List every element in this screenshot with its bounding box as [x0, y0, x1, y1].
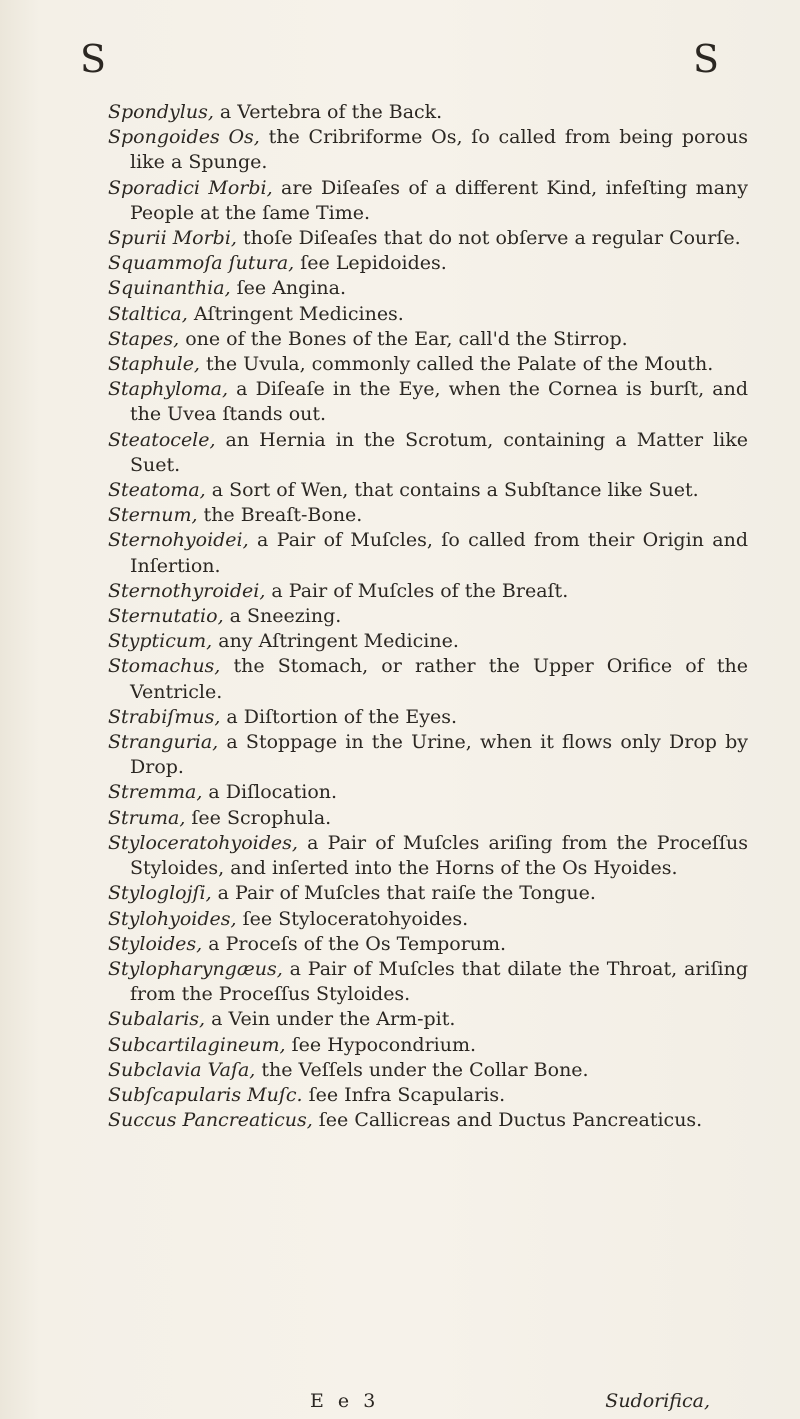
entry-term: Sternutatio, [108, 605, 224, 628]
entry-term: Steatocele, [108, 428, 216, 451]
entry-term: Staphule, [108, 353, 200, 376]
entry-term: Squammoſa ſutura, [108, 252, 295, 275]
glossary-entry [108, 1058, 748, 1083]
entry-definition: the Stomach, or rather the Upper Orifice of the Ventricle. [130, 655, 748, 703]
glossary-entry [108, 604, 748, 629]
entry-definition: a Pair of Muſcles of the Breaſt. [265, 579, 569, 602]
glossary-entry [108, 730, 748, 780]
entry-term: Styloceratohyoides, [108, 831, 298, 854]
glossary-entry [108, 100, 748, 125]
entry-term: Spongoides Os, [108, 126, 260, 149]
entry-definition: ſee Styloceratohyoides. [236, 907, 469, 930]
entry-term: Succus Pancreaticus, [108, 1109, 313, 1132]
glossary-entry [108, 932, 748, 957]
entry-definition: a Pair of Muſcles, ſo called from their Origin and Inſertion. [130, 529, 748, 577]
entry-definition: ſee Lepidoides. [294, 252, 447, 275]
glossary-entry [108, 302, 748, 327]
signature-mark: E e 3 [310, 1390, 380, 1412]
entry-definition: the Cribriforme Os, ſo called from being porous like a Spunge. [130, 126, 748, 174]
glossary-entry [108, 1108, 748, 1133]
glossary-entry [108, 957, 748, 1007]
entry-definition: Aſtringent Medicines. [187, 302, 404, 325]
glossary-entry [108, 654, 748, 704]
glossary-entries [108, 100, 748, 1133]
glossary-entry [108, 806, 748, 831]
running-head-left-letter: S [80, 37, 108, 81]
glossary-entry [108, 352, 748, 377]
glossary-entry [108, 705, 748, 730]
running-head-right-letter: S [692, 37, 720, 81]
entry-term: Subſcapularis Muſc. [108, 1083, 303, 1106]
entry-definition: thoſe Diſeaſes that do not obſerve a regular Courſe. [236, 227, 741, 250]
glossary-entry [108, 377, 748, 427]
entry-term: Subclavia Vaſa, [108, 1058, 256, 1081]
entry-definition: a Diſeaſe in the Eye, when the Cornea is burſt, and the Uvea ſtands out. [130, 378, 748, 426]
entry-term: Struma, [108, 806, 186, 829]
glossary-entry [108, 881, 748, 906]
entry-definition: a Proceſs of the Os Temporum. [202, 932, 507, 955]
glossary-entry [108, 1083, 748, 1108]
entry-term: Staltica, [108, 302, 188, 325]
entry-definition: a Diſlocation. [202, 781, 338, 804]
entry-term: Stapes, [108, 327, 180, 350]
entry-term: Strabiſmus, [108, 705, 221, 728]
glossary-entry [108, 428, 748, 478]
entry-definition: the Breaſt-Bone. [197, 504, 363, 527]
glossary-entry [108, 327, 748, 352]
entry-definition: an Hernia in the Scrotum, containing a Matter like Suet. [130, 428, 748, 476]
entry-term: Subcartilagineum, [108, 1033, 286, 1056]
entry-definition: ſee Scrophula. [185, 806, 332, 829]
entry-definition: one of the Bones of the Ear, call'd the Stirrop. [179, 327, 628, 350]
glossary-entry [108, 251, 748, 276]
glossary-entry [108, 579, 748, 604]
glossary-entry [108, 176, 748, 226]
glossary-entry [108, 125, 748, 175]
entry-definition: a Vertebra of the Back. [213, 101, 443, 123]
entry-term: Sternum, [108, 504, 198, 527]
glossary-entry [108, 478, 748, 503]
entry-term: Stomachus, [108, 655, 221, 678]
entry-definition: a Sort of Wen, that contains a Subſtance like Suet. [205, 479, 699, 502]
entry-definition: a Sneezing. [223, 605, 342, 628]
entry-term: Spondylus, [108, 101, 214, 123]
glossary-entry [108, 226, 748, 251]
catchword: Sudorifica, [605, 1390, 710, 1412]
entry-definition: the Uvula, commonly called the Palate of the Mouth. [199, 353, 714, 376]
entry-term: Styloides, [108, 932, 203, 955]
entry-term: Stylohyoides, [108, 907, 237, 930]
entry-term: Styloglojſi, [108, 882, 212, 905]
entry-definition: ſee Callicreas and Ductus Pancreaticus. [312, 1109, 703, 1132]
entry-term: Stypticum, [108, 630, 213, 653]
running-head [70, 37, 730, 81]
entry-term: Stranguria, [108, 731, 219, 754]
entry-term: Sporadici Morbi, [108, 176, 273, 199]
entry-term: Sternothyroidei, [108, 579, 266, 602]
glossary-entry [108, 629, 748, 654]
entry-definition: a Pair of Muſcles that raiſe the Tongue. [211, 882, 596, 905]
entry-term: Staphyloma, [108, 378, 229, 401]
entry-definition: a Diſtortion of the Eyes. [220, 705, 458, 728]
entry-definition: a Pair of Muſcles that dilate the Throat, ariſing from the Proceſſus Styloides. [130, 957, 748, 1006]
glossary-entry [108, 1007, 748, 1032]
entry-term: Stremma, [108, 781, 203, 804]
entry-definition: a Stoppage in the Urine, when it flows only Drop by Drop. [130, 731, 748, 779]
glossary-entry [108, 831, 748, 881]
entry-definition: ſee Infra Scapularis. [302, 1083, 506, 1106]
entry-term: Subalaris, [108, 1008, 206, 1031]
entry-definition: ſee Hypocondrium. [285, 1033, 477, 1056]
entry-term: Spurii Morbi, [108, 227, 237, 250]
glossary-entry [108, 503, 748, 528]
glossary-entry [108, 780, 748, 805]
glossary-entry [108, 907, 748, 932]
entry-definition: a Pair of Muſcles ariſing from the Proceſſus Styloides, and inſerted into the Horns of the Os Hyoides. [130, 831, 748, 880]
entry-definition: ſee Angina. [230, 277, 347, 300]
glossary-entry [108, 528, 748, 578]
entry-term: Steatoma, [108, 479, 206, 502]
page-footer [130, 1390, 710, 1412]
entry-definition: the Veſſels under the Collar Bone. [255, 1058, 589, 1081]
entry-definition: are Diſeaſes of a different Kind, infeſting many People at the ſame Time. [130, 176, 748, 224]
glossary-entry [108, 1033, 748, 1058]
entry-term: Sternohyoidei, [108, 529, 249, 552]
entry-definition: any Aſtringent Medicine. [212, 630, 459, 653]
entry-definition: a Vein under the Arm-pit. [205, 1008, 456, 1031]
entry-term: Squinanthia, [108, 277, 231, 300]
glossary-entry [108, 276, 748, 301]
entry-term: Stylopharyngæus, [108, 957, 283, 980]
